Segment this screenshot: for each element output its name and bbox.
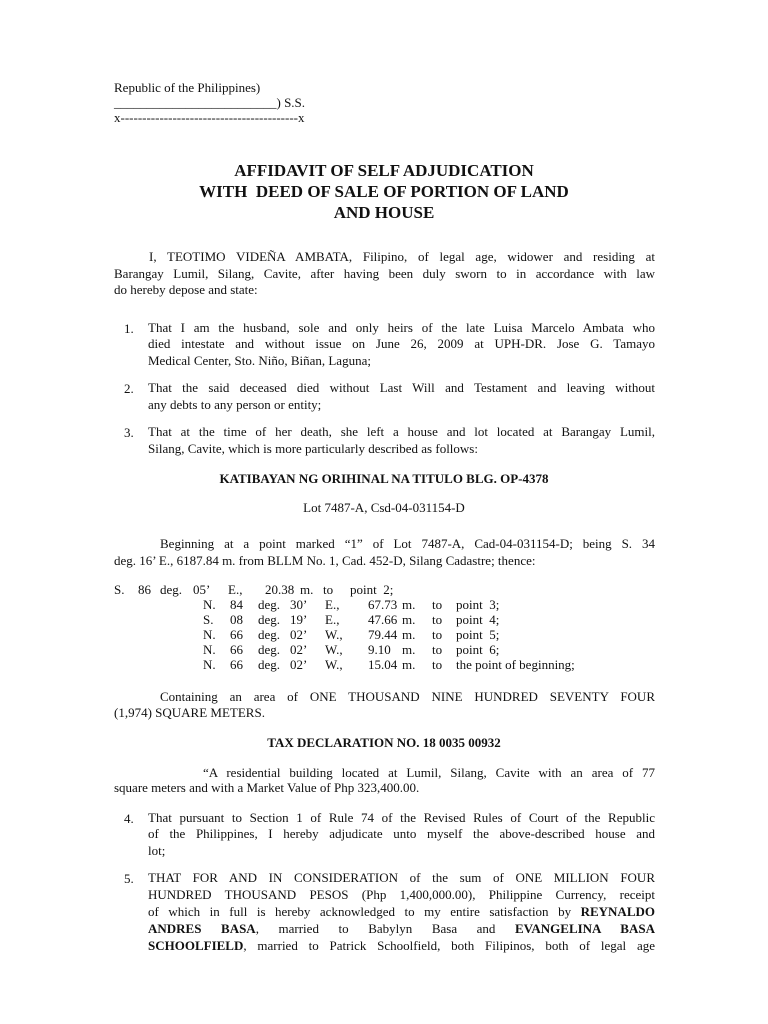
- buyer2-name-part2: SCHOOLFIELD: [148, 938, 244, 953]
- bearing-ew: W.,: [325, 657, 343, 672]
- bearing-d: deg.: [258, 612, 281, 627]
- item2-line1: That the said deceased died without Last Will and Testament and leaving without: [148, 380, 655, 395]
- bearing-deg: 66: [230, 627, 243, 642]
- bearing-min: 30’: [290, 597, 308, 612]
- bearing-dir: N.: [203, 597, 216, 612]
- item5-line2: HUNDRED THOUSAND PESOS (Php 1,400,000.00), Philippine Currency, receipt: [148, 887, 655, 902]
- bearing-dist: 79.44: [368, 627, 398, 642]
- item3-line1: That at the time of her death, she left a house and lot located at Barangay Lumil,: [148, 424, 655, 439]
- bearing-m: m.: [402, 612, 416, 627]
- bearing-to: to: [323, 582, 334, 597]
- bearing-d: deg.: [258, 627, 281, 642]
- residential-line1: “A residential building located at Lumil, Silang, Cavite with an area of 77: [203, 765, 655, 780]
- bearing-m: m.: [402, 597, 416, 612]
- bearing-m: m.: [300, 582, 314, 597]
- bearing-dist: 15.04: [368, 657, 398, 672]
- bearing-min: 02’: [290, 627, 308, 642]
- bearing-pt: point 4;: [456, 612, 500, 627]
- intro-line3: do hereby depose and state:: [114, 282, 258, 297]
- residential-line2: square meters and with a Market Value of Php 323,400.00.: [114, 780, 420, 795]
- bearing-d: deg.: [258, 657, 281, 672]
- bearing-deg: 66: [230, 642, 243, 657]
- bearing-min: 02’: [290, 642, 308, 657]
- item4-line3: lot;: [148, 843, 166, 858]
- item4-line1: That pursuant to Section 1 of Rule 74 of the Revised Rules of Court of the Republic: [148, 810, 655, 825]
- bearing-min: 05’: [193, 582, 211, 597]
- bearing-dir: N.: [203, 657, 216, 672]
- bearing-deg: 08: [230, 612, 243, 627]
- bearing-min: 02’: [290, 657, 308, 672]
- item5-line3: [148, 903, 655, 921]
- bearing-pt: point 6;: [456, 642, 500, 657]
- buyer-name-part1: REYNALDO: [580, 904, 655, 919]
- bearing-dir: N.: [203, 627, 216, 642]
- buyer2-name-part1: EVANGELINA BASA: [515, 921, 655, 936]
- intro-line1: I, TEOTIMO VIDEÑA AMBATA, Filipino, of legal age, widower and residing at: [149, 249, 655, 264]
- bearing-pt: the point of beginning;: [456, 657, 575, 672]
- item1-line1: That I am the husband, sole and only heirs of the late Luisa Marcelo Ambata who: [148, 320, 655, 335]
- bearing-to: to: [432, 612, 443, 627]
- bearing-dist: 47.66: [368, 612, 398, 627]
- bearing-ew: W.,: [325, 627, 343, 642]
- bearing-dir: S.: [203, 612, 214, 627]
- bearing-dir: N.: [203, 642, 216, 657]
- venue-republic: Republic of the Philippines): [114, 80, 261, 95]
- lot-designation: Lot 7487-A, Csd-04-031154-D: [303, 500, 465, 515]
- item3-number: 3.: [124, 425, 134, 440]
- intro-line2: Barangay Lumil, Silang, Cavite, after having been duly sworn to in accordance with law: [114, 266, 655, 281]
- bearing-ew: E.,: [325, 597, 340, 612]
- title-certificate-heading: KATIBAYAN NG ORIHINAL NA TITULO BLG. OP-4378: [219, 471, 549, 486]
- caption-separator: x-----------------------------------------x: [114, 110, 305, 125]
- bearing-m: m.: [402, 657, 416, 672]
- beginning-line2: deg. 16’ E., 6187.84 m. from BLLM No. 1, Cad. 452-D, Silang Cadastre; thence:: [114, 553, 536, 568]
- item5-line4: [148, 920, 655, 938]
- bearing-m: m.: [402, 642, 416, 657]
- bearing-to: to: [432, 642, 443, 657]
- item2-number: 2.: [124, 381, 134, 396]
- tax-declaration-heading: TAX DECLARATION NO. 18 0035 00932: [267, 735, 501, 750]
- bearing-pt: point 3;: [456, 597, 500, 612]
- buyer-name-part2: ANDRES BASA: [148, 921, 256, 936]
- bearing-m: m.: [402, 627, 416, 642]
- document-title-line2: WITH DEED OF SALE OF PORTION OF LAND: [199, 182, 569, 201]
- item3-line2: Silang, Cavite, which is more particularly described as follows:: [148, 441, 478, 456]
- beginning-line1: Beginning at a point marked “1” of Lot 7487-A, Cad-04-031154-D; being S. 34: [160, 536, 655, 551]
- bearing-ew: E.,: [228, 582, 243, 597]
- buyer2-spouse-text: , married to Patrick Schoolfield, both Filipinos, both of legal age: [243, 938, 655, 953]
- item4-line2: of the Philippines, I hereby adjudicate unto myself the above-described house and: [148, 826, 655, 841]
- area-line2: (1,974) SQUARE METERS.: [114, 705, 265, 720]
- bearing-deg: 66: [230, 657, 243, 672]
- bearing-d: deg.: [258, 597, 281, 612]
- bearing-ew: E.,: [325, 612, 340, 627]
- item4-number: 4.: [124, 811, 134, 826]
- bearing-pt: point 2;: [350, 582, 394, 597]
- bearing-deg: 84: [230, 597, 243, 612]
- bearing-min: 19’: [290, 612, 308, 627]
- bearing-d: deg.: [258, 642, 281, 657]
- bearing-dir: S.: [114, 582, 125, 597]
- bearing-d: deg.: [160, 582, 183, 597]
- venue-ss-line: _________________________) S.S.: [114, 95, 306, 110]
- item2-line2: any debts to any person or entity;: [148, 397, 322, 412]
- item1-number: 1.: [124, 321, 134, 336]
- item1-line3: Medical Center, Sto. Niño, Biñan, Laguna;: [148, 353, 371, 368]
- bearing-to: to: [432, 597, 443, 612]
- item1-line2: died intestate and without issue on June 26, 2009 at UPH-DR. Jose G. Tamayo: [148, 336, 655, 351]
- document-title-line3: AND HOUSE: [333, 203, 435, 222]
- buyer-spouse-text: , married to Babylyn Basa and: [255, 921, 496, 936]
- item5-line3-text: of which in full is hereby acknowledged to my entire satisfaction by: [148, 904, 572, 919]
- bearing-dist: 67.73: [368, 597, 398, 612]
- bearing-to: to: [432, 627, 443, 642]
- bearing-pt: point 5;: [456, 627, 500, 642]
- bearing-dist: 20.38: [265, 582, 295, 597]
- item5-number: 5.: [124, 871, 134, 886]
- item5-line5: [148, 937, 655, 955]
- document-title-line1: AFFIDAVIT OF SELF ADJUDICATION: [234, 161, 534, 180]
- bearing-to: to: [432, 657, 443, 672]
- bearing-deg: 86: [138, 582, 151, 597]
- bearing-dist: 9.10: [368, 642, 391, 657]
- bearing-ew: W.,: [325, 642, 343, 657]
- area-line1: Containing an area of ONE THOUSAND NINE HUNDRED SEVENTY FOUR: [160, 689, 655, 704]
- item5-line1: THAT FOR AND IN CONSIDERATION of the sum of ONE MILLION FOUR: [148, 870, 655, 885]
